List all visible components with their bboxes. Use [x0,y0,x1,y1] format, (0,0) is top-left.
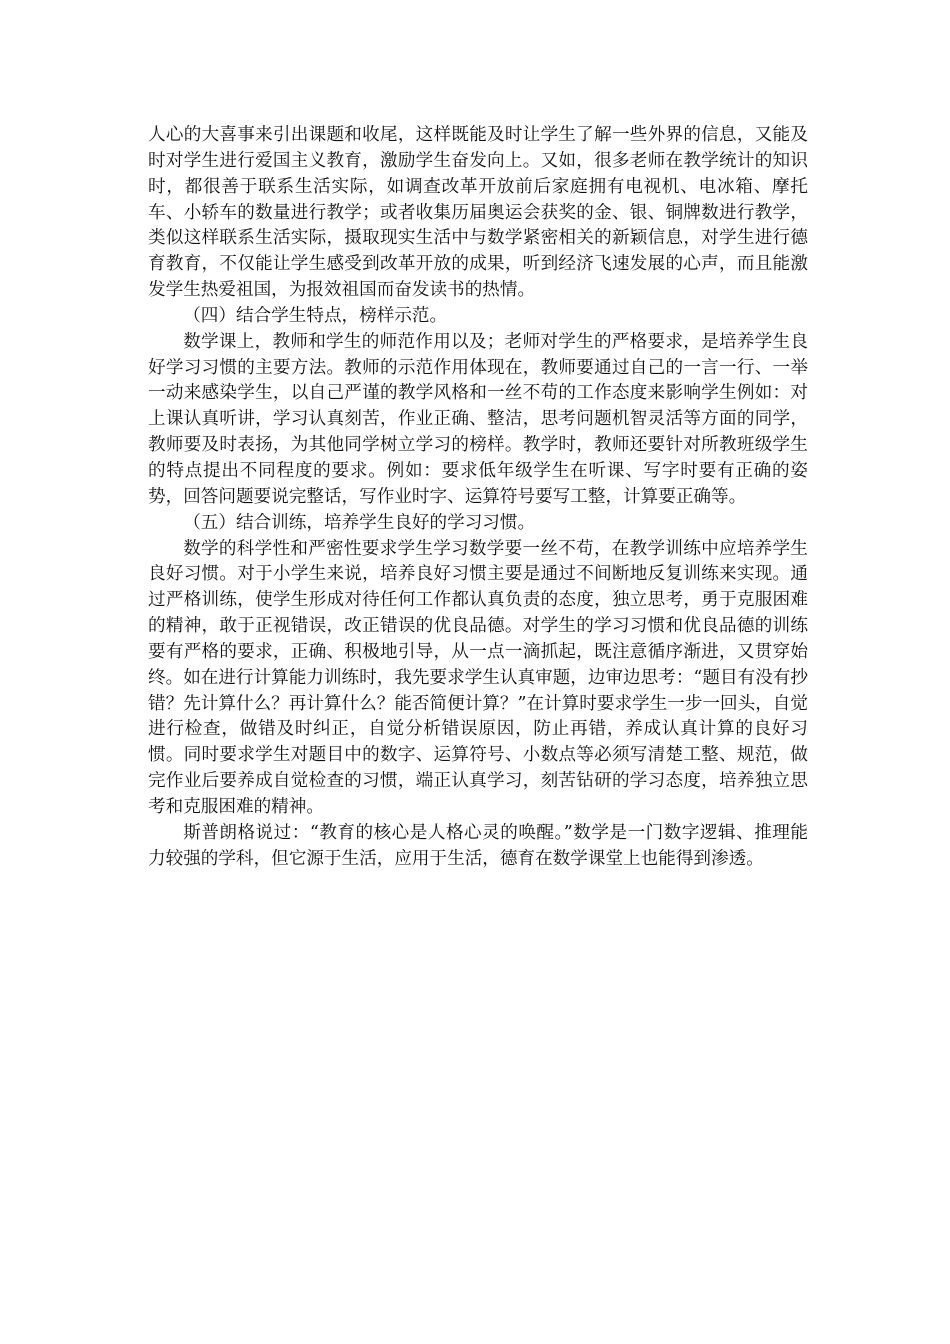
paragraph-training: 数学的科学性和严密性要求学生学习数学要一丝不苟，在教学训练中应培养学生良好习惯。对于小学生来说，培养良好习惯主要是通过不间断地反复训练来实现。通过严格训练，使学生形成对待任何工作都认真负责的态度，独立思考，勇于克服困难的精神，敢于正视错误，改正错误的优良品德。对学生的学习习惯和优良品德的训练要有严格的要求，正确、积极地引导，从一点一滴抓起，既注意循序渐进，又贯穿始终。如在进行计算能力训练时，我先要求学生认真审题，边审边思考：“题目有没有抄错？先计算什么？再计算什么？能否简便计算？”在计算时要求学生一步一回头，自觉进行检查，做错及时纠正，自觉分析错误原因，防止再错，养成认真计算的良好习惯。同时要求学生对题目中的数字、运算符号、小数点等必须写清楚工整、规范，做完作业后要养成自觉检查的习惯，端正认真学习，刻苦钻研的学习态度，培养独立思考和克服困难的精神。 [148,538,808,817]
paragraph-role-model: 数学课上，教师和学生的师范作用以及；老师对学生的严格要求，是培养学生良好学习习惯的主要方法。教师的示范作用体现在，教师要通过自己的一言一行、一举一动来感染学生，以自己严谨的教学风格和一丝不苟的工作态度来影响学生例如：对上课认真听讲，学习认真刻苦，作业正确、整洁，思考问题机智灵活等方面的同学，教师要及时表扬，为其他同学树立学习的榜样。教学时，教师还要针对所教班级学生的特点提出不同程度的要求。例如：要求低年级学生在听课、写字时要有正确的姿势，回答问题要说完整话，写作业时字、运算符号要写工整，计算要正确等。 [148,331,808,507]
section-heading-four: （四）结合学生特点，榜样示范。 [183,305,448,326]
document-body [148,123,808,872]
paragraph-conclusion: 斯普朗格说过：“教育的核心是人格心灵的唤醒。”数学是一门数字逻辑、推理能力较强的学科，但它源于生活，应用于生活，德育在数学课堂上也能得到渗透。 [148,822,808,869]
paragraph-intro-continuation: 人心的大喜事来引出课题和收尾，这样既能及时让学生了解一些外界的信息，又能及时对学生进行爱国主义教育，激励学生奋发向上。又如，很多老师在教学统计的知识时，都很善于联系生活实际，如调查改革开放前后家庭拥有电视机、电冰箱、摩托车、小轿车的数量进行教学；或者收集历届奥运会获奖的金、银、铜牌数进行教学，类似这样联系生活实际，摄取现实生活中与数学紧密相关的新颖信息，对学生进行德育教育，不仅能让学生感受到改革开放的成果，听到经济飞速发展的心声，而且能激发学生热爱祖国，为报效祖国而奋发读书的热情。 [148,125,808,301]
section-heading-five: （五）结合训练，培养学生良好的学习习惯。 [183,512,536,533]
